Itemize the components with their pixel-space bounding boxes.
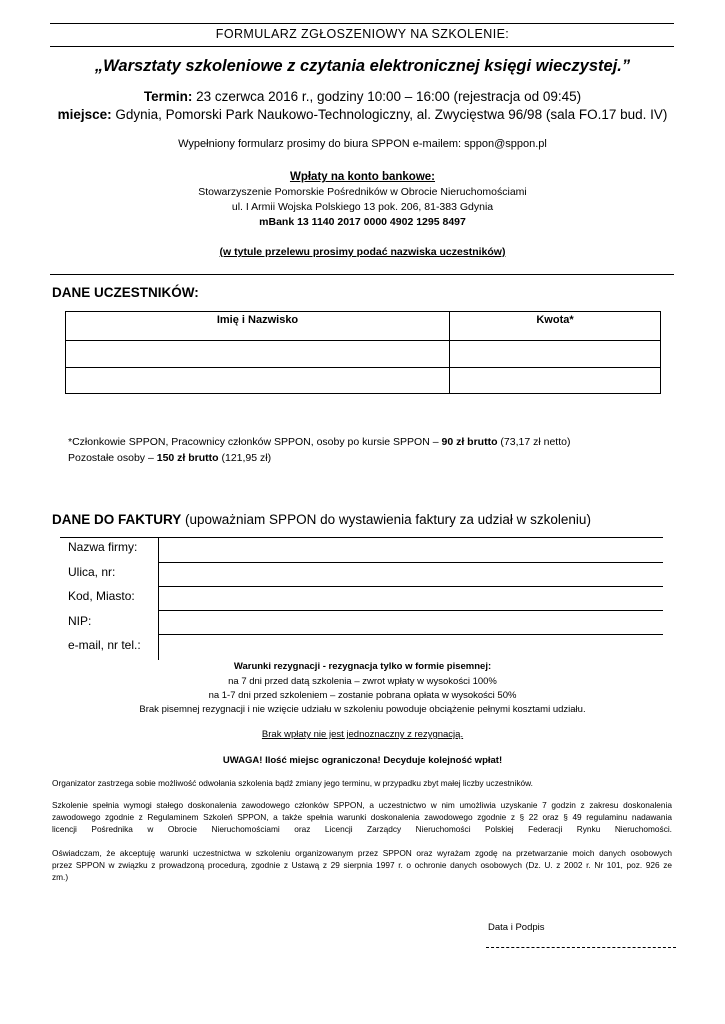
field-label-nip: NIP: xyxy=(68,614,92,628)
field-label-city: Kod, Miasto: xyxy=(68,589,135,603)
title-rule xyxy=(50,46,674,47)
consent-line-3: zm.) xyxy=(52,872,69,882)
training-line-1: Szkolenie spełnia wymogi stałego doskonalenia zawodowego członków SPPON, a uczestnictwo w nim umożliwia uzyskanie 7 godzin z zakresu doskonalenia xyxy=(52,800,672,810)
organizer-note: Organizator zastrzega sobie możliwość odwołania szkolenia bądź zmiany jego terminu, w przypadku zbyt małej liczby uczestników. xyxy=(52,778,533,788)
event-title: „Warsztaty szkoleniowe z czytania elektronicznej księgi wieczystej.” xyxy=(94,57,631,75)
training-line-3: licencji Pośrednika w Obrocie Nieruchomościami oraz Licencji Zarządcy Nieruchomości Polskiej Federacji Rynku Nieruchomości. xyxy=(52,824,672,834)
event-date xyxy=(0,89,725,104)
name-cell[interactable] xyxy=(66,368,450,394)
cancellation-line-3: Brak pisemnej rezygnacji i nie wzięcie udziału w szkoleniu powoduje obciążenie pełnymi kosztami udziału. xyxy=(139,704,586,715)
place-label: miejsce: xyxy=(57,107,112,122)
column-header-amount: Kwota* xyxy=(450,312,661,341)
bank-heading xyxy=(0,171,725,183)
amount-cell[interactable] xyxy=(450,341,661,368)
bank-org-name: Stowarzyszenie Pomorskie Pośredników w Obrocie Nieruchomościami xyxy=(198,186,527,198)
form-title: FORMULARZ ZGŁOSZENIOWY NA SZKOLENIE: xyxy=(215,27,510,41)
training-line-2: zawodowego zgodnie z Regulaminem Szkoleń SPPON, a także spełnia warunki doskonalenia zawodowego zgodnie z § 22 oraz § 49 regulaminu nadawania xyxy=(52,812,672,822)
transfer-note xyxy=(0,246,725,258)
price-others-text: Pozostałe osoby – xyxy=(68,452,157,464)
bank-address: ul. I Armii Wojska Polskiego 13 pok. 206, 81-383 Gdynia xyxy=(231,201,494,213)
name-cell[interactable] xyxy=(66,341,450,368)
warning-note: UWAGA! Ilość miejsc ograniczona! Decyduje kolejność wpłat! xyxy=(222,755,503,766)
table-row xyxy=(66,341,661,368)
field-line-city[interactable] xyxy=(158,610,663,611)
event-place xyxy=(0,107,725,122)
price-line-others xyxy=(68,452,271,464)
price-line-members xyxy=(68,436,570,448)
price-members-value: 90 zł brutto xyxy=(441,436,498,448)
price-others-net: (121,95 zł) xyxy=(218,452,272,464)
price-others-value: 150 zł brutto xyxy=(156,452,219,464)
bank-account: mBank 13 1140 2017 0000 4902 1295 8497 xyxy=(259,216,466,228)
participants-heading: DANE UCZESTNIKÓW: xyxy=(52,285,199,300)
email-note: Wypełniony formularz prosimy do biura SPPON e-mailem: sppon@sppon.pl xyxy=(178,138,547,150)
column-header-name: Imię i Nazwisko xyxy=(66,312,450,341)
field-label-contact: e-mail, nr tel.: xyxy=(68,638,141,652)
section-rule xyxy=(50,274,674,275)
field-label-company: Nazwa firmy: xyxy=(68,540,138,554)
invoice-top-rule xyxy=(60,537,663,538)
field-line-street[interactable] xyxy=(158,586,663,587)
participants-table xyxy=(65,311,661,394)
place-value: Gdynia, Pomorski Park Naukowo-Technologiczny, al. Zwycięstwa 96/98 (sala FO.17 bud. IV) xyxy=(111,107,668,122)
bank-heading-text: Wpłaty na konto bankowe: xyxy=(289,171,436,183)
no-payment-text: Brak wpłaty nie jest jednoznaczny z rezygnacją. xyxy=(261,729,464,740)
signature-line[interactable] xyxy=(486,947,676,948)
invoice-divider xyxy=(158,537,159,660)
consent-line-1: Oświadczam, że akceptuję warunki uczestnictwa w szkoleniu organizowanym przez SPPON oraz wyrażam zgodę na przetwarzanie moich danych osobowych xyxy=(52,848,672,858)
signature-label: Data i Podpis xyxy=(488,922,545,933)
invoice-heading xyxy=(52,512,591,527)
amount-cell[interactable] xyxy=(450,368,661,394)
price-members-text: *Członkowie SPPON, Pracownicy członków SPPON, osoby po kursie SPPON – xyxy=(68,436,442,448)
date-value: 23 czerwca 2016 r., godziny 10:00 – 16:00 (rejestracja od 09:45) xyxy=(192,89,582,104)
cancellation-line-2: na 1-7 dni przed szkoleniem – zostanie pobrana opłata w wysokości 50% xyxy=(208,690,517,701)
no-payment-note xyxy=(0,729,725,740)
field-line-company[interactable] xyxy=(158,562,663,563)
table-header-row xyxy=(66,312,661,341)
cancellation-heading: Warunki rezygnacji - rezygnacja tylko w formie pisemnej: xyxy=(233,661,492,672)
field-line-nip[interactable] xyxy=(158,634,663,635)
date-label: Termin: xyxy=(143,89,193,104)
table-row xyxy=(66,368,661,394)
invoice-subheading: (upoważniam SPPON do wystawienia faktury za udział w szkoleniu) xyxy=(181,512,591,527)
consent-line-2: przez SPPON w związku z prowadzoną procedurą, zgodnie z Ustawą z 29 sierpnia 1997 r. o ochronie danych osobowych (Dz. U. z 2002 r. Nr 101, poz. 926 ze xyxy=(52,860,672,870)
cancellation-line-1: na 7 dni przed datą szkolenia – zwrot wpłaty w wysokości 100% xyxy=(228,676,497,687)
top-rule xyxy=(50,23,674,24)
invoice-heading-text: DANE DO FAKTURY xyxy=(52,512,182,527)
price-members-net: (73,17 zł netto) xyxy=(497,436,571,448)
transfer-note-text: (w tytule przelewu prosimy podać nazwiska uczestników) xyxy=(219,246,506,258)
field-label-street: Ulica, nr: xyxy=(68,565,116,579)
